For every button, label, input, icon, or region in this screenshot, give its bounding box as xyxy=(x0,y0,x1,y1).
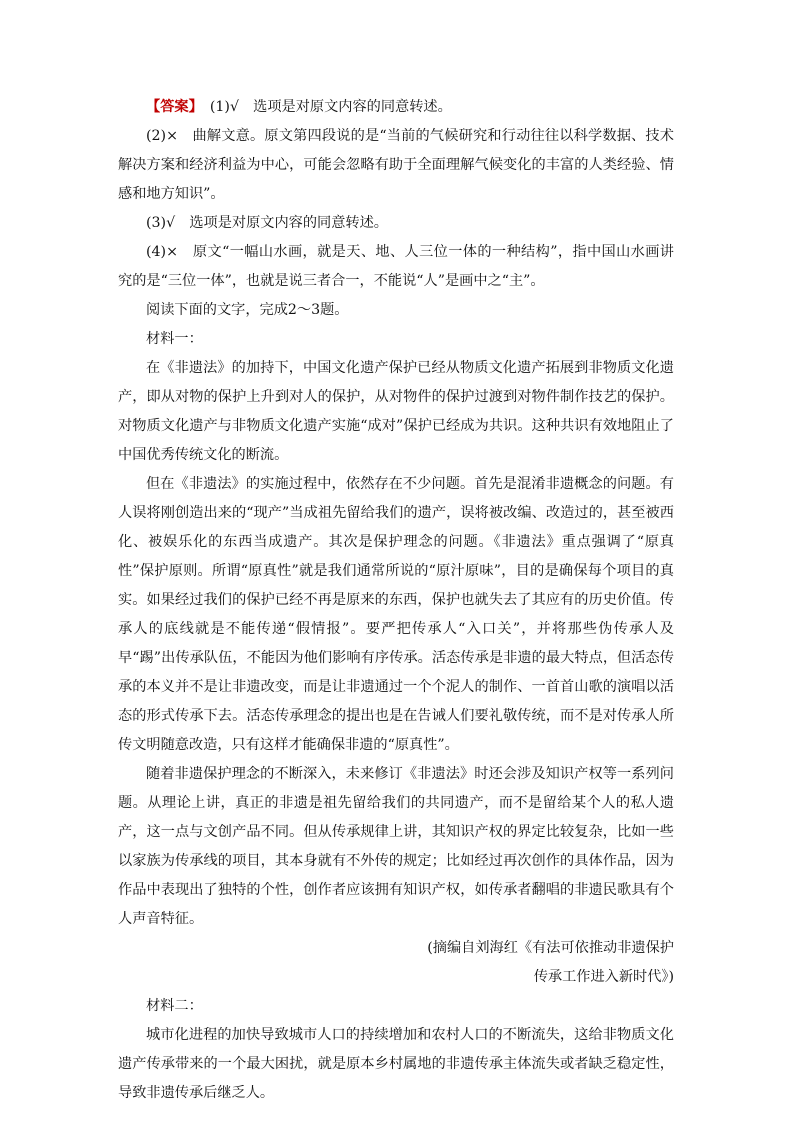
material-1-label: 材料一： xyxy=(146,331,203,347)
answer-item-2: (2)× 曲解文意。原文第四段说的是“当前的气候研究和行动往往以科学数据、技术解决方案和经济利益为中心，可能会忽略有助于全面理解气候变化的丰富的人类经验、情感和地方知识”。 xyxy=(118,128,674,202)
answer-item-1: (1)√ 选项是对原文内容的同意转述。 xyxy=(209,99,452,115)
answer-item-4: (4)× 原文“一幅山水画，就是天、地、人三位一体的一种结构”，指中国山水画讲究的是“三位一体”，也就是说三者合一，不能说“人”是画中之“主”。 xyxy=(118,244,674,289)
material-1-source-line-2: 传承工作进入新时代》) xyxy=(533,969,674,985)
answer-item-3: (3)√ 选项是对原文内容的同意转述。 xyxy=(146,215,388,231)
material-1-source-line-1: (摘编自刘海红《有法可依推动非遗保护 xyxy=(427,940,674,956)
answer-line-1 xyxy=(118,93,674,122)
document-body xyxy=(118,93,674,1108)
material-1-paragraph-2: 但在《非遗法》的实施过程中，依然存在不少问题。首先是混淆非遗概念的问题。有人误将刚创造出来的“现产”当成祖先留给我们的遗产，误将被改编、改造过的，甚至被西化、被娱乐化的东西当成遗产。其次是保护理念的问题。《非遗法》重点强调了“原真性”保护原则。所谓“原真性”就是我们通常所说的“原汁原味”，目的是确保每个项目的真实。如果经过我们的保护已经不再是原来的东西，保护也就失去了其应有的历史价值。传承人的底线就是不能传递“假情报”。要严把传承人“入口关”，并将那些伪传承人及早“踢”出传承队伍，不能因为他们影响有序传承。活态传承是非遗的最大特点，但活态传承的本义并不是让非遗改变，而是让非遗通过一个个泥人的制作、一首首山歌的演唱以活态的形式传承下去。活态传承理念的提出也是在告诫人们要礼敬传统，而不是对传承人所传文明随意改造，只有这样才能确保非遗的“原真性”。 xyxy=(118,476,674,753)
reading-instruction: 阅读下面的文字，完成2～3题。 xyxy=(146,302,349,318)
material-2-paragraph-1: 城市化进程的加快导致城市人口的持续增加和农村人口的不断流失，这给非物质文化遗产传承带来的一个最大困扰，就是原本乡村属地的非遗传承主体流失或者缺乏稳定性，导致非遗传承后继乏人。 xyxy=(118,1027,674,1101)
material-1-paragraph-1: 在《非遗法》的加持下，中国文化遗产保护已经从物质文化遗产拓展到非物质文化遗产，即从对物的保护上升到对人的保护，从对物件的保护过渡到对物件制作技艺的保护。对物质文化遗产与非物质文化遗产实施“成对”保护已经成为共识。这种共识有效地阻止了中国优秀传统文化的断流。 xyxy=(118,360,674,463)
material-2-label: 材料二： xyxy=(146,998,203,1014)
material-1-paragraph-3: 随着非遗保护理念的不断深入，未来修订《非遗法》时还会涉及知识产权等一系列问题。从理论上讲，真正的非遗是祖先留给我们的共同遗产，而不是留给某个人的私人遗产，这一点与文创产品不同。但从传承规律上讲，其知识产权的界定比较复杂，比如一些以家族为传承线的项目，其本身就有不外传的规定；比如经过再次创作的具体作品，因为作品中表现出了独特的个性，创作者应该拥有知识产权，如传承者翻唱的非遗民歌具有个人声音特征。 xyxy=(118,766,674,927)
answer-tag: 【答案】 xyxy=(146,99,196,115)
